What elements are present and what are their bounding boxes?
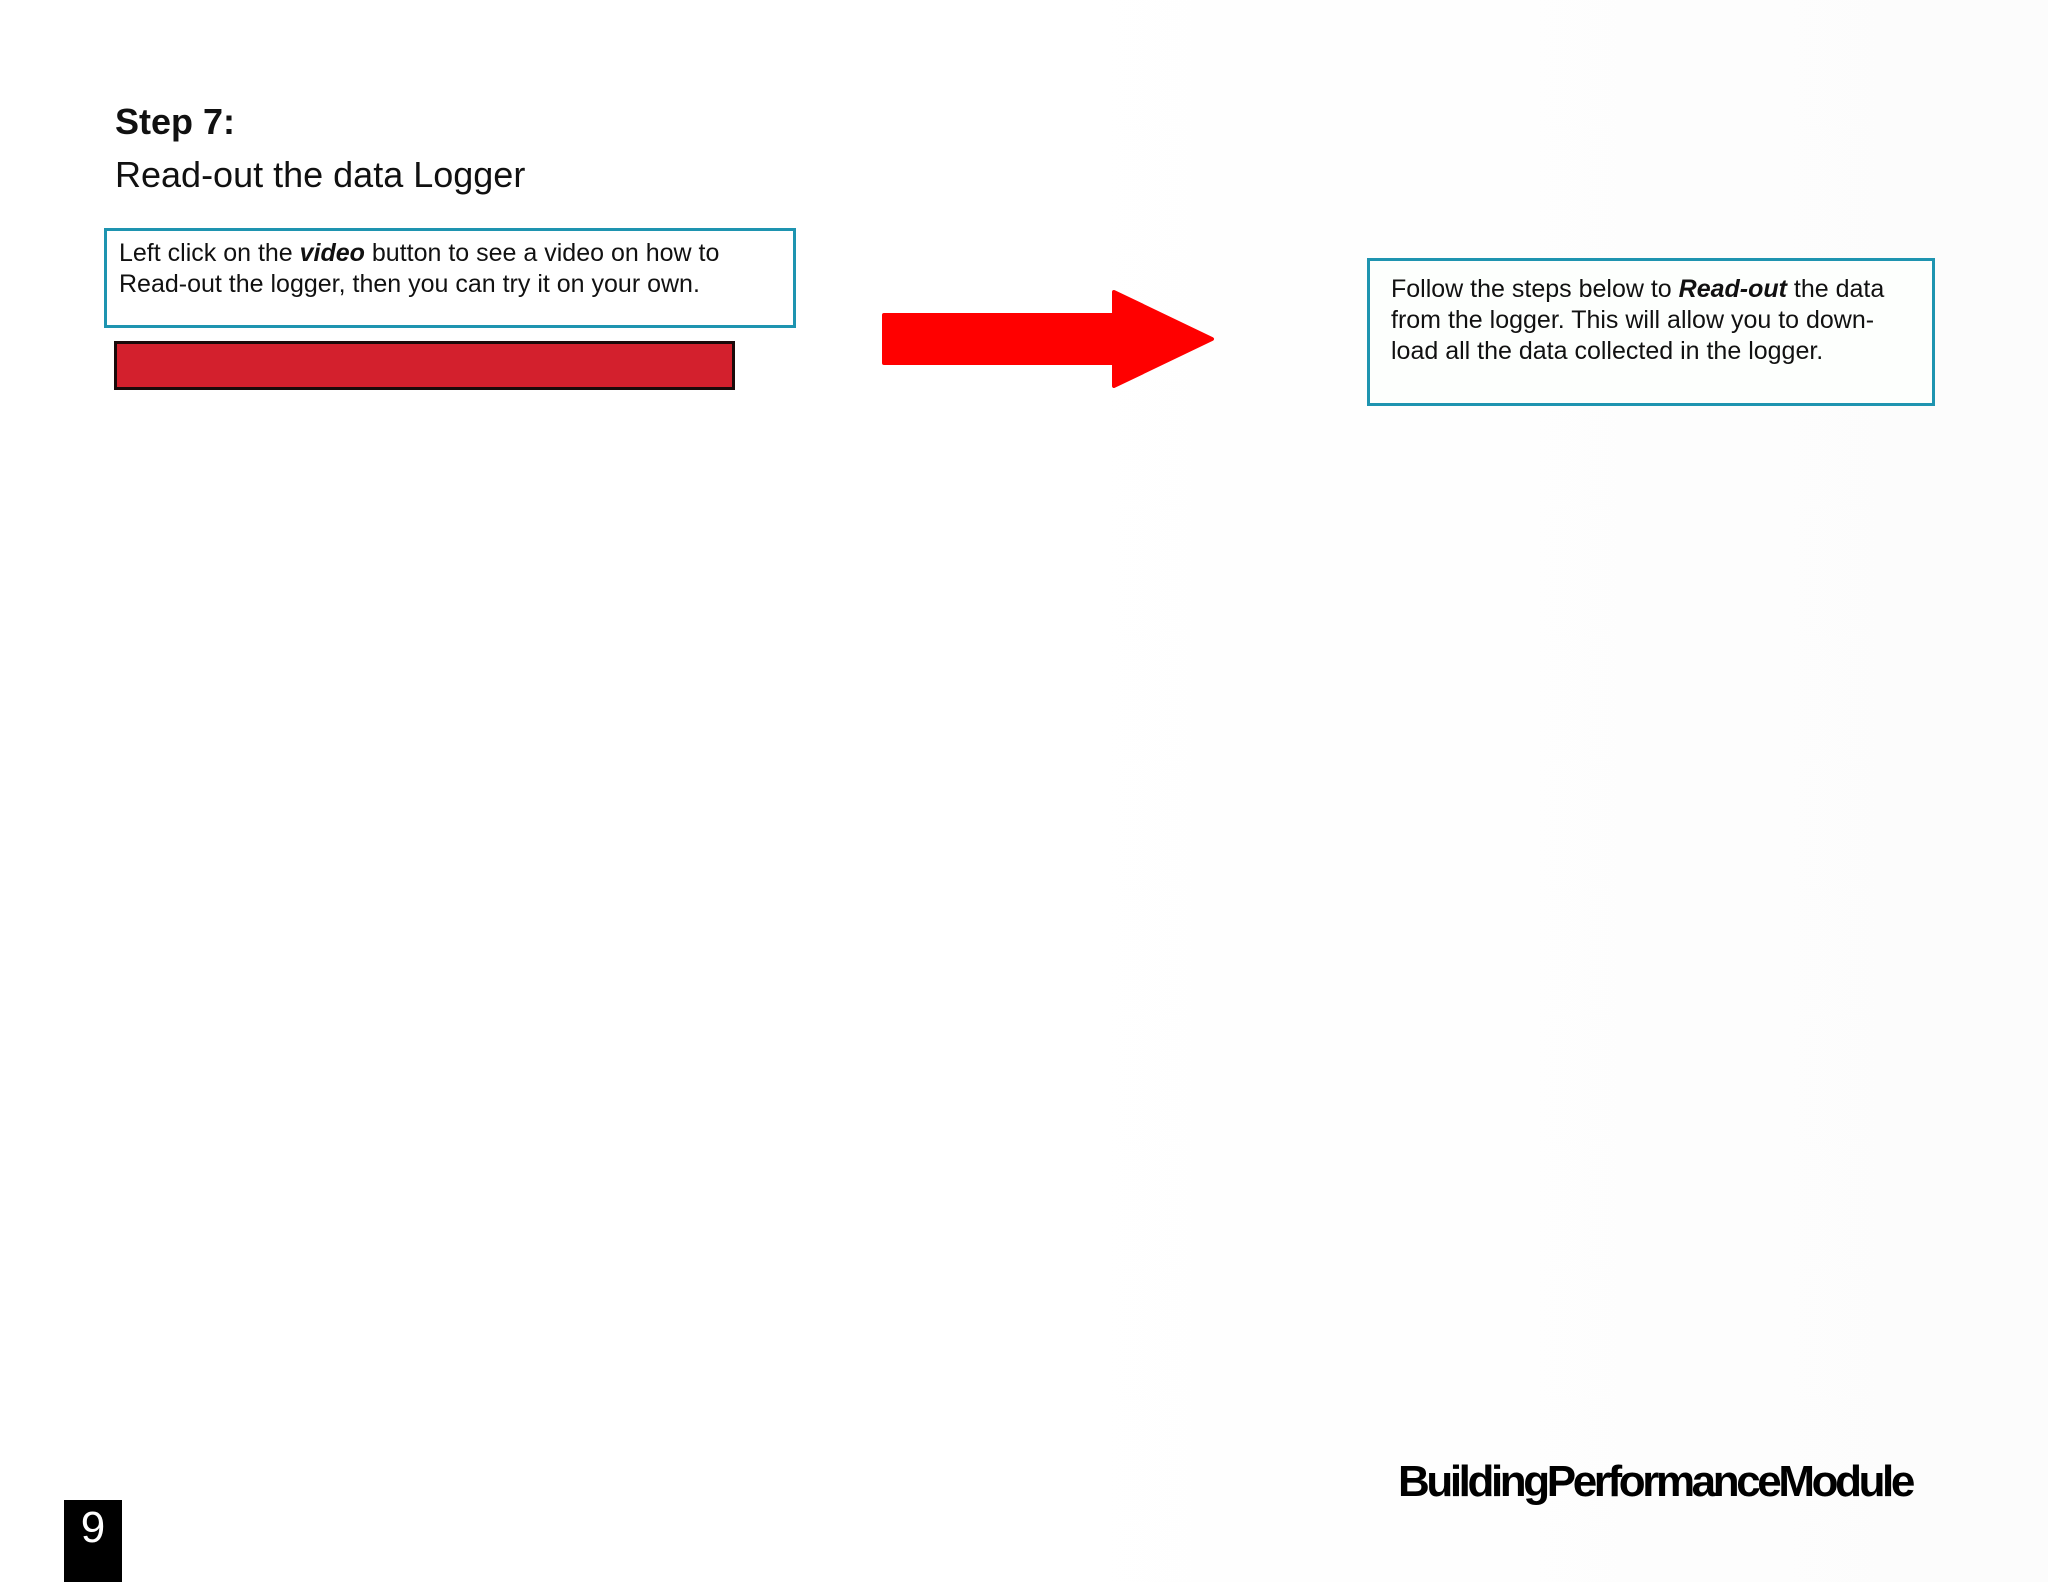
video-instruction-prefix: Left click on the bbox=[119, 239, 300, 267]
readout-instruction-line-1 bbox=[1391, 274, 1911, 305]
readout-instruction-prefix: Follow the steps below to bbox=[1391, 275, 1679, 303]
right-arrow-shape bbox=[884, 292, 1212, 386]
readout-instruction-line-2: from the logger. This will allow you to down- bbox=[1391, 306, 1875, 334]
right-arrow-icon bbox=[880, 290, 1215, 388]
step-label: Step 7: bbox=[115, 101, 236, 142]
video-instruction-emphasis: video bbox=[299, 239, 365, 267]
brand-logo: BuildingPerformanceModule bbox=[1398, 1457, 1912, 1506]
video-instruction-callout bbox=[104, 228, 796, 328]
step-title: Read-out the data Logger bbox=[115, 154, 526, 195]
readout-instruction-line-1-rest: the data bbox=[1786, 275, 1885, 303]
readout-instruction-line-3: load all the data collected in the logger. bbox=[1391, 337, 1824, 365]
readout-instruction-callout bbox=[1367, 258, 1935, 406]
video-instruction-line-1 bbox=[119, 238, 781, 269]
video-instruction-line-2: Read-out the logger, then you can try it on your own. bbox=[119, 270, 700, 298]
video-instruction-line-1-rest: button to see a video on how to bbox=[364, 239, 720, 267]
page-number: 9 bbox=[64, 1500, 122, 1582]
readout-instruction-emphasis: Read-out bbox=[1678, 275, 1787, 303]
video-button[interactable] bbox=[114, 341, 735, 390]
